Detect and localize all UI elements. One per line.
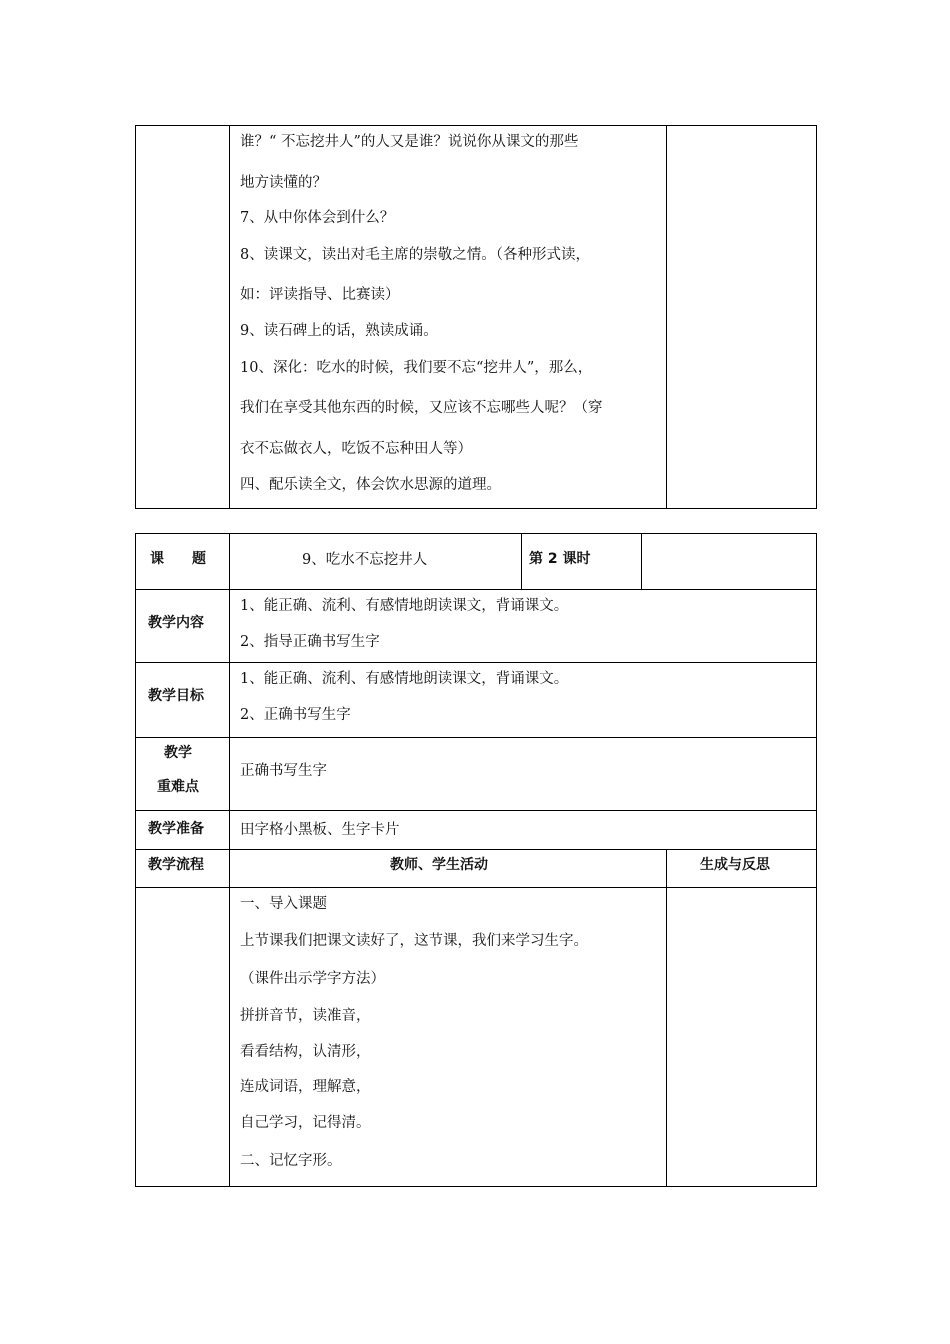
goal-label-cell [136, 663, 230, 738]
activity-header-cell [230, 850, 667, 888]
content-line: 2、指导正确书写生字 [240, 634, 380, 650]
flow-label-cell [136, 850, 230, 888]
content-line: 1、能正确、流利、有感情地朗读课文，背诵课文。 [240, 598, 569, 614]
lesson-number: 第 2 课时 [529, 551, 591, 567]
goal-value-cell [230, 663, 817, 738]
goal-label: 教学目标 [148, 688, 204, 704]
content-label: 教学内容 [148, 615, 204, 631]
activity-line: 8、读课文，读出对毛主席的崇敬之情。（各种形式读， [240, 247, 590, 263]
lesson-number-cell [522, 534, 642, 590]
reflection-body-cell [667, 888, 817, 1187]
activity-line: 连成词语，理解意， [240, 1079, 371, 1095]
activity-line: 一、导入课题 [240, 896, 327, 912]
lesson-blank-cell [642, 534, 817, 590]
prep-value: 田字格小黑板、生字卡片 [240, 822, 400, 838]
goal-line: 1、能正确、流利、有感情地朗读课文，背诵课文。 [240, 671, 569, 687]
activity-line: 二、记忆字形。 [240, 1153, 342, 1169]
flow-label: 教学流程 [148, 857, 204, 873]
prep-value-cell [230, 811, 817, 850]
difficulty-value: 正确书写生字 [240, 763, 327, 779]
difficulty-label-line1: 教学 [164, 745, 192, 761]
flow-body-cell [136, 888, 230, 1187]
activity-body-cell [230, 888, 667, 1187]
difficulty-value-cell [230, 738, 817, 811]
lesson-table-continued [135, 125, 817, 509]
activity-line: 拼拼音节，读准音， [240, 1008, 371, 1024]
activity-cell [230, 126, 667, 509]
activity-line: 看看结构，认清形， [240, 1044, 371, 1060]
activity-line: 7、从中你体会到什么？ [240, 210, 395, 226]
goal-line: 2、正确书写生字 [240, 707, 351, 723]
activity-line: （课件出示学字方法） [240, 971, 385, 987]
flow-label-cell [136, 126, 230, 509]
activity-line: 如：评读指导、比赛读） [240, 287, 400, 303]
prep-label: 教学准备 [148, 821, 204, 837]
lesson-plan-table [135, 533, 817, 1187]
reflection-header: 生成与反思 [700, 857, 770, 873]
topic-label-cell [136, 534, 230, 590]
difficulty-label-cell [136, 738, 230, 811]
activity-line: 我们在享受其他东西的时候，又应该不忘哪些人呢？（穿 [240, 400, 603, 416]
activity-line: 谁？“ 不忘挖井人”的人又是谁？说说你从课文的那些 [240, 134, 579, 150]
content-value-cell [230, 590, 817, 663]
reflection-cell [667, 126, 817, 509]
prep-label-cell [136, 811, 230, 850]
activity-line: 9、读石碑上的话，熟读成诵。 [240, 323, 438, 339]
activity-line: 自己学习，记得清。 [240, 1115, 371, 1131]
activity-line: 上节课我们把课文读好了，这节课，我们来学习生字。 [240, 933, 588, 949]
activity-header: 教师、学生活动 [390, 857, 488, 873]
difficulty-label-line2: 重难点 [157, 779, 199, 795]
topic-value: 9、吃水不忘挖井人 [302, 552, 428, 568]
activity-line: 衣不忘做衣人，吃饭不忘种田人等） [240, 441, 472, 457]
topic-label: 课 题 [150, 551, 206, 567]
activity-line: 四、配乐读全文，体会饮水思源的道理。 [240, 477, 501, 493]
activity-line: 地方读懂的？ [240, 175, 327, 191]
reflection-header-cell [667, 850, 817, 888]
topic-value-cell [230, 534, 522, 590]
activity-line: 10、深化：吃水的时候，我们要不忘“挖井人”，那么， [240, 360, 593, 376]
content-label-cell [136, 590, 230, 663]
